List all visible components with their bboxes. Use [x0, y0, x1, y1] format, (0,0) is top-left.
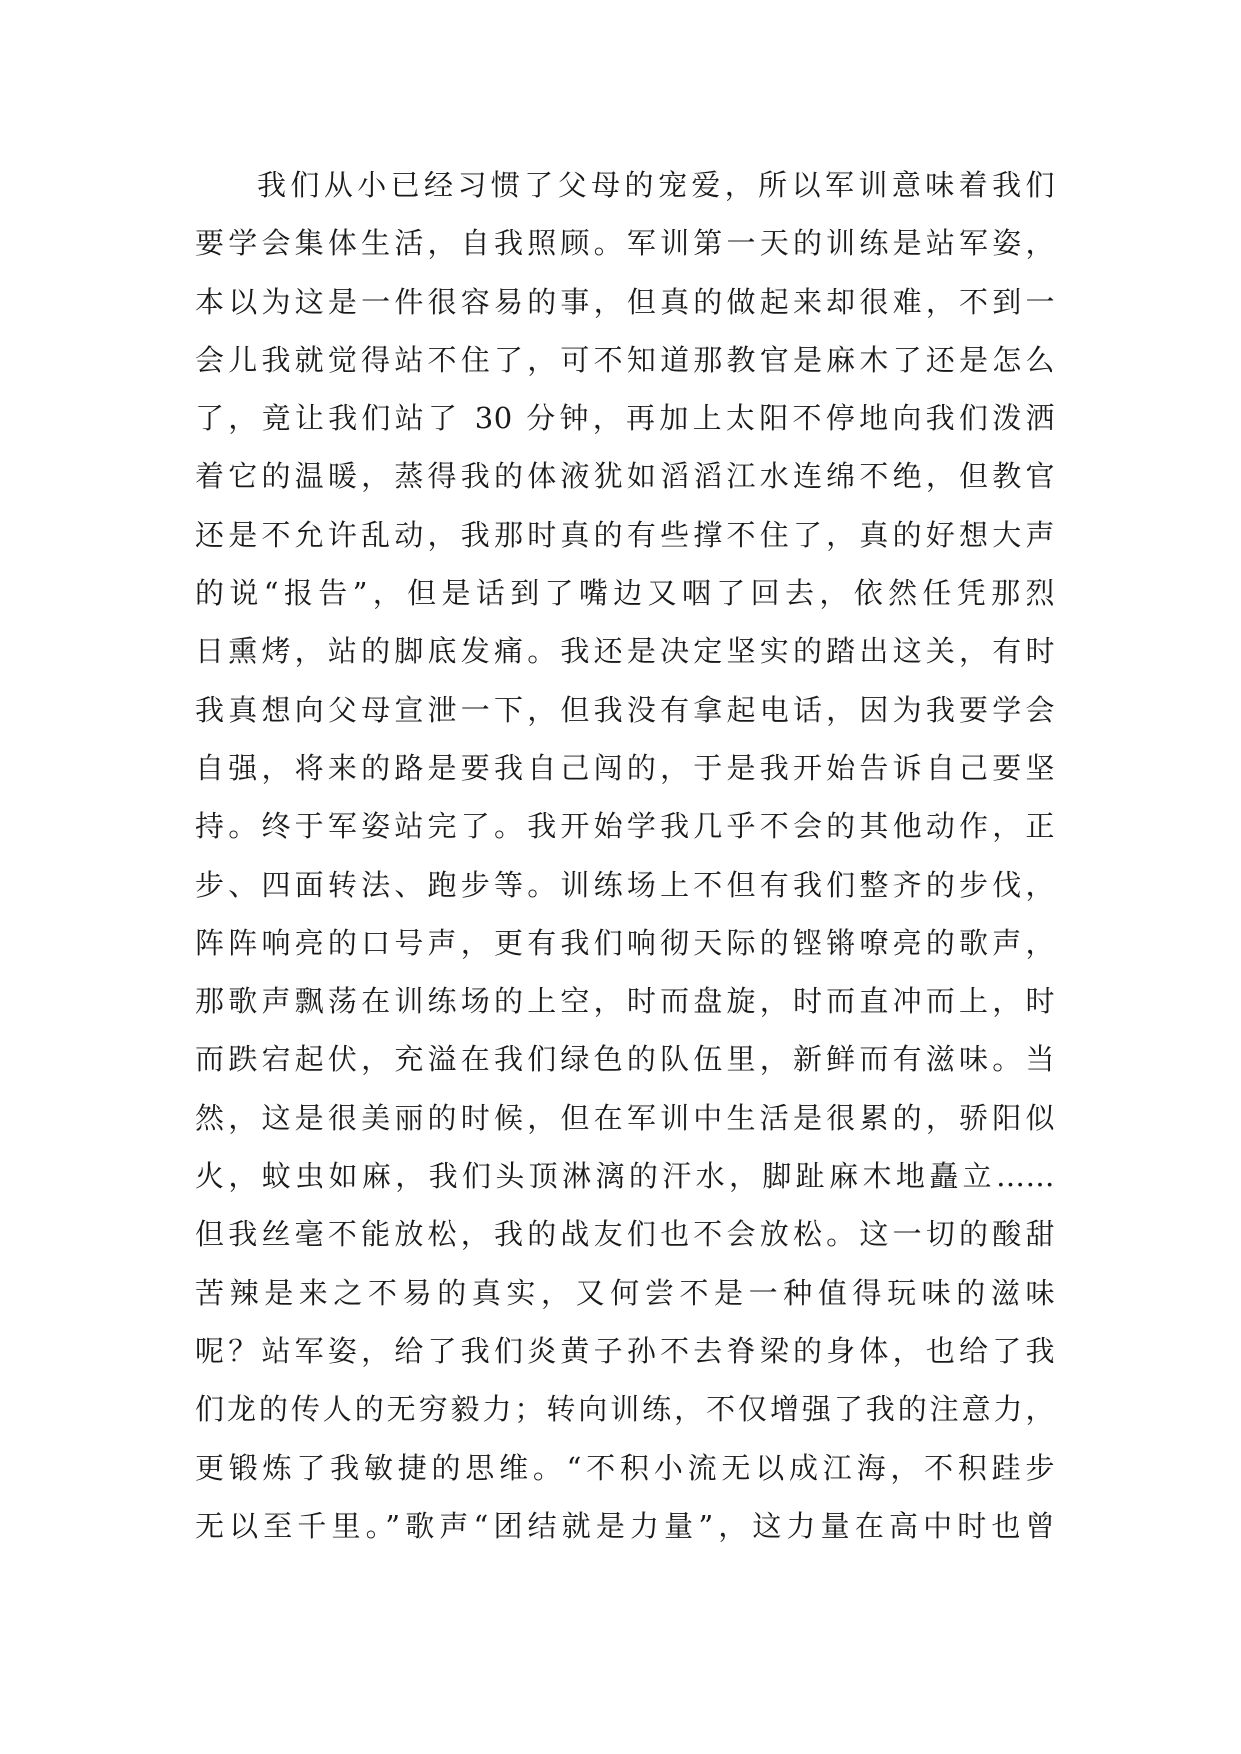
- paragraph-line: 本以为这是一件很容易的事，但真的做起来却很难，不到一: [195, 284, 1055, 319]
- essay-paragraph: [195, 156, 1055, 1555]
- paragraph-line: 而跌宕起伏，充溢在我们绿色的队伍里，新鲜而有滋味。当: [195, 1042, 1055, 1077]
- paragraph-line: 呢？站军姿，给了我们炎黄子孙不去脊梁的身体，也给了我: [195, 1333, 1055, 1368]
- paragraph-line: 会儿我就觉得站不住了，可不知道那教官是麻木了还是怎么: [195, 342, 1055, 377]
- paragraph-line: 那歌声飘荡在训练场的上空，时而盘旋，时而直冲而上，时: [195, 984, 1055, 1019]
- paragraph-line: 日熏烤，站的脚底发痛。我还是决定坚实的踏出这关，有时: [195, 634, 1055, 669]
- paragraph-line: 自强，将来的路是要我自己闯的，于是我开始告诉自己要坚: [195, 750, 1055, 785]
- paragraph-line: 持。终于军姿站完了。我开始学我几乎不会的其他动作，正: [195, 809, 1055, 844]
- paragraph-line: 无以至千里。”歌声“团结就是力量”，这力量在高中时也曾: [195, 1508, 1055, 1543]
- paragraph-line: 我们从小已经习惯了父母的宠爱，所以军训意味着我们: [257, 168, 1055, 202]
- paragraph-line: 更锻炼了我敏捷的思维。“不积小流无以成江海，不积跬步: [195, 1450, 1055, 1485]
- paragraph-line: 苦辣是来之不易的真实，又何尝不是一种值得玩味的滋味: [195, 1275, 1055, 1310]
- paragraph-line: 的说“报告”，但是话到了嘴边又咽了回去，依然任凭那烈: [195, 576, 1055, 611]
- paragraph-line: 们龙的传人的无穷毅力；转向训练，不仅增强了我的注意力，: [195, 1392, 1055, 1427]
- paragraph-line: 着它的温暖，蒸得我的体液犹如滔滔江水连绵不绝，但教官: [195, 459, 1055, 494]
- paragraph-line: 要学会集体生活，自我照顾。军训第一天的训练是站军姿，: [195, 226, 1055, 261]
- paragraph-line: 还是不允许乱动，我那时真的有些撑不住了，真的好想大声: [195, 517, 1055, 552]
- paragraph-line: 但我丝毫不能放松，我的战友们也不会放松。这一切的酸甜: [195, 1217, 1055, 1252]
- paragraph-line: 步、四面转法、跑步等。训练场上不但有我们整齐的步伐，: [195, 867, 1055, 902]
- paragraph-line: 然，这是很美丽的时候，但在军训中生活是很累的，骄阳似: [195, 1100, 1055, 1135]
- paragraph-line: 火，蚊虫如麻，我们头顶淋漓的汗水，脚趾麻木地矗立……: [195, 1159, 1055, 1194]
- paragraph-line: 我真想向父母宣泄一下，但我没有拿起电话，因为我要学会: [195, 692, 1055, 727]
- paragraph-line: 阵阵响亮的口号声，更有我们响彻天际的铿锵嘹亮的歌声，: [195, 925, 1055, 960]
- paragraph-line: 了，竟让我们站了 30 分钟，再加上太阳不停地向我们泼洒: [195, 401, 1055, 436]
